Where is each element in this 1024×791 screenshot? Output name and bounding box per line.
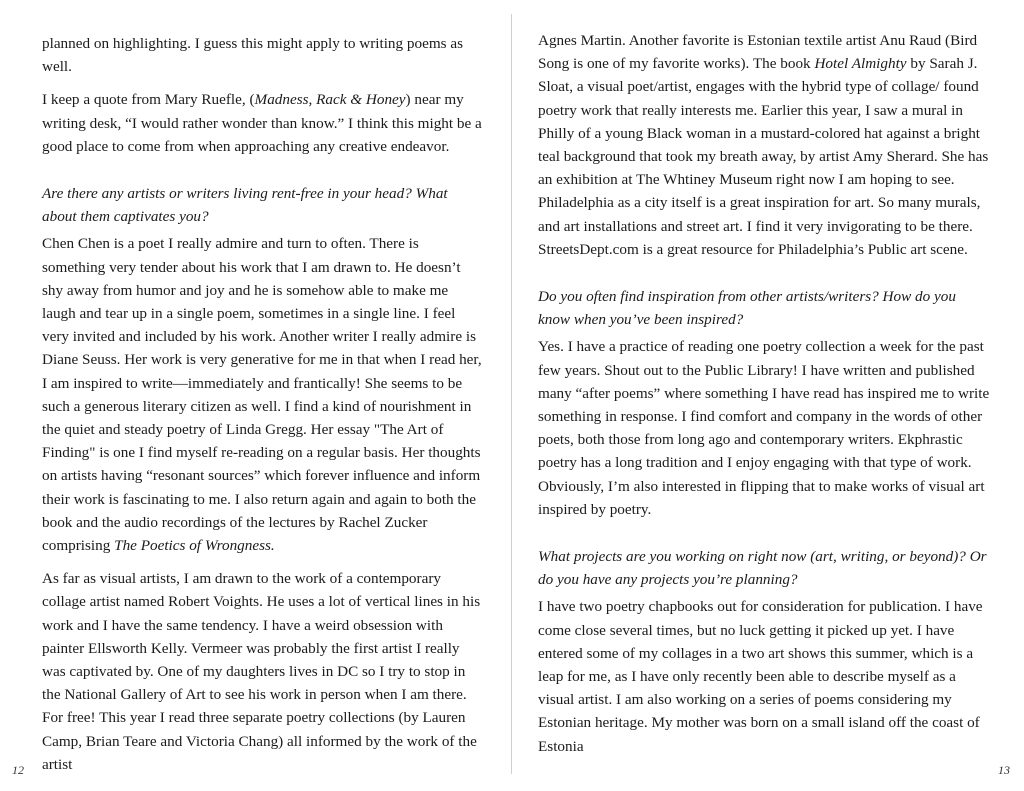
body-paragraph [42,232,482,557]
interview-question: Are there any artists or writers living rent-free in your head? What about them captivates you? [42,185,448,226]
text-run: I keep a quote from Mary Ruefle, ( [42,91,255,109]
text-run: by Sarah J. Sloat, a visual poet/artist, engages with the hybrid type of collage/ found poetry work that really interests me. Earlier this year, I saw a mural in Philly of a young Black woman in a mustard-colored hat against a bright teal background that took my breath away, by artist Amy Sherard. She has an exhibition at The Whtiney Museum right now I am hoping to see. Philadelphia as a city itself is a great inspiration for art. So many murals, and art installations and street art. I find it very invigorating to be there. StreetsDept.com is a great resource for Philadelphia’s Public art scene. [538,55,989,258]
body-paragraph: As far as visual artists, I am drawn to the work of a contemporary collage artist named Robert Voights. He uses a lot of vertical lines in his work and I have the same tendency. I have a weird obsession with painter Ellsworth Kelly. Vermeer was probably the first artist I really was captivated by. One of my daughters lives in DC so I try to stop in the National Gallery of Art to see his work in person when I am there. For free! This year I read three separate poetry collections (by Lauren Camp, Brian Teare and Victoria Chang) all informed by the work of the artist [42,570,481,773]
italic-title: Hotel Almighty [814,55,907,73]
text-run: ) near my writing desk, “I would rather wonder than know.” I think this might be a good place to come from when approaching any creative endeavor. [42,91,482,155]
body-paragraph: I have two poetry chapbooks out for consideration for publication. I have come close several times, but no luck getting it picked up yet. I have entered some of my collages in a two art shows this summer, which is a leap for me, as I have only recently been able to describe myself as a visual artist. I am also working on a series of poems considering my Estonian heritage. My mother was born on a small island off the coast of Estonia [538,598,983,755]
page-number-left: 12 [12,763,24,777]
text-run: Agnes Martin. Another favorite is Estonian textile artist Anu Raud (Bird Song is one of my favorite works). The book [538,32,978,73]
body-paragraph: planned on highlighting. I guess this might apply to writing poems as well. [42,35,464,76]
italic-title: The Poetics of Wrongness. [114,537,275,555]
left-text-column [42,32,482,786]
interview-question: What projects are you working on right now (art, writing, or beyond)? Or do you have any projects you’re planning? [538,548,987,589]
body-paragraph [538,29,990,261]
interview-question: Do you often find inspiration from other artists/writers? How do you know when you’ve been inspired? [538,288,956,329]
page-number-right: 13 [998,763,1010,777]
right-page [512,0,1024,791]
body-paragraph: Yes. I have a practice of reading one poetry collection a week for the past few years. Shout out to the Public Library! I have written and published many “after poems” where something I have read has inspired me to write something in response. I find comfort and company in the words of other poets, both those from long ago and contemporary writers. Ekphrastic poetry has a long tradition and I enjoy engaging with that type of work. Obviously, I’m also interested in flipping that to make works of visual art inspired by poetry. [538,338,990,518]
italic-title: Madness, Rack & Honey [254,91,406,109]
right-text-column [538,29,990,768]
body-paragraph [42,88,482,158]
text-run: Chen Chen is a poet I really admire and turn to often. There is something very tender about his work that I am drawn to. He doesn’t shy away from humor and joy and he is somehow able to make me laugh and tear up in a single poem, sometimes in a single line. I feel very invited and included by his work. Another writer I really admire is Diane Seuss. Her work is very generative for me in that when I read her, I am inspired to write—immediately and frantically! She seems to be such a generous literary citizen as well. I find a kind of nourishment in the quiet and steady poetry of Linda Gregg. Her essay "The Art of Finding" is one I find myself re-reading on a regular basis. Her thoughts on artists having “resonant sources” which forever influence and inform their work is fascinating to me. I also return again and again to both the book and the audio recordings of the lectures by Rachel Zucker comprising [42,235,482,555]
